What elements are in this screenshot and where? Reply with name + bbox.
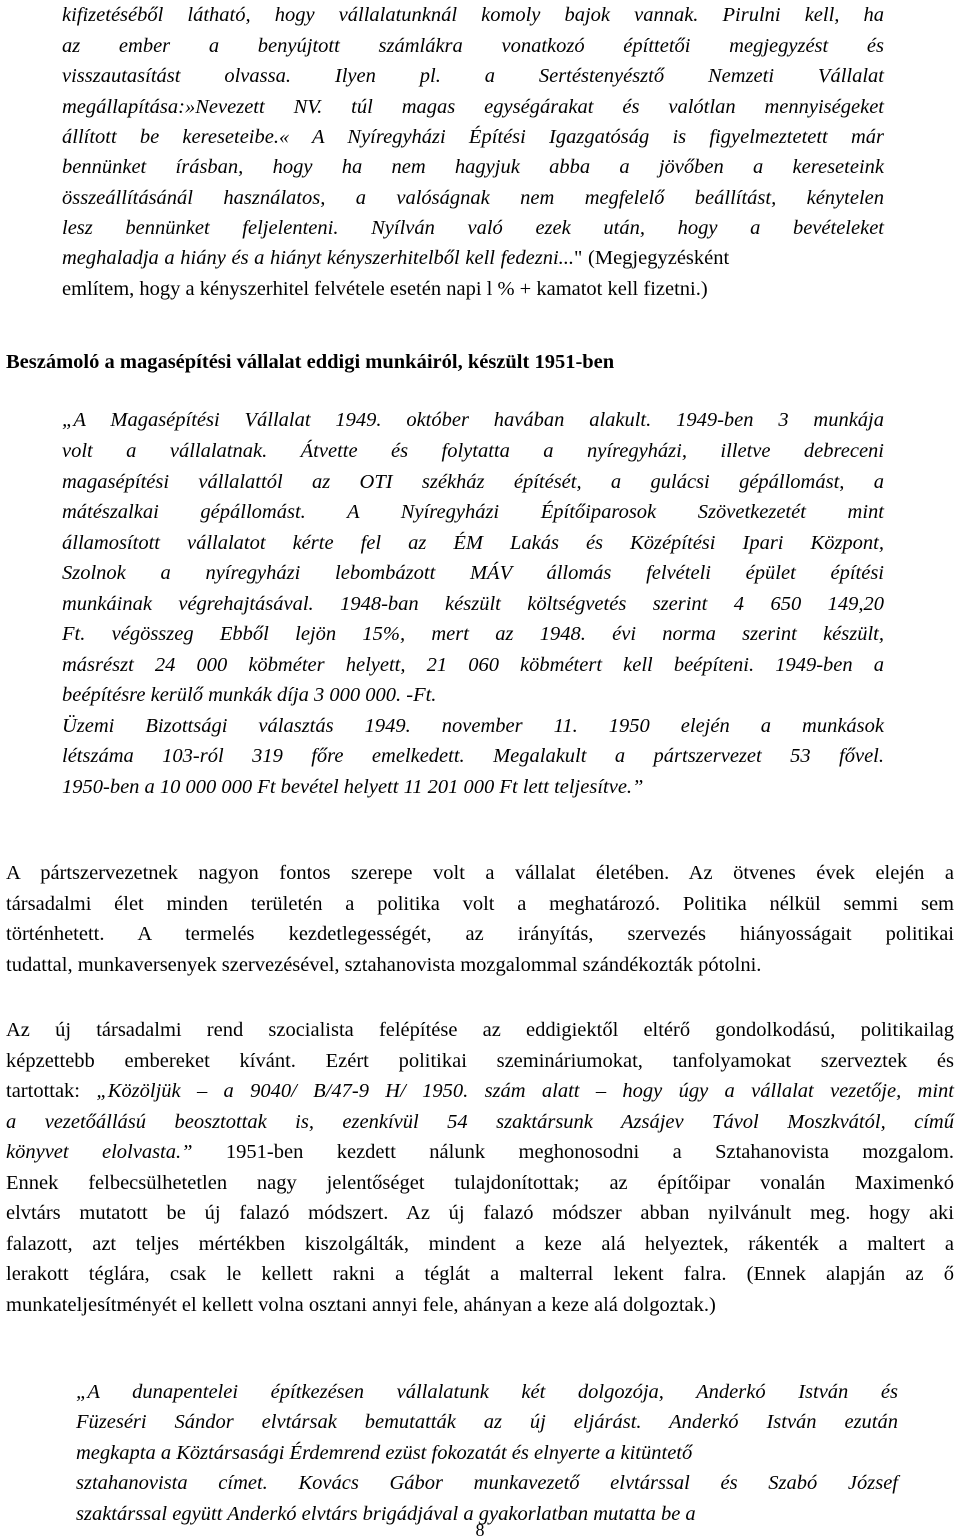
text-run-italic: könyvet elolvasta.” (6, 1141, 193, 1163)
text-line: magasépítési vállalattól az OTI székház építését, a gulácsi gépállomást, a (62, 471, 884, 493)
text-line: Szolnok a nyíregyházi lebombázott MÁV állomás felvételi épület építési (62, 562, 884, 584)
text-line: beépítésre kerülő munkák díja 3 000 000. -Ft. (62, 684, 437, 706)
text-line (62, 248, 884, 269)
text-line: „A dunapentelei építkezésen vállalatunk két dolgozója, Anderkó István és (76, 1381, 898, 1403)
text-line: összeállításánál használatos, a valóságnak nem megfelelő beállítást, kénytelen (62, 187, 884, 209)
text-line: Füzeséri Sándor elvtársak bemutatták az új eljárást. Anderkó István ezután (76, 1411, 898, 1433)
text-line (6, 1142, 954, 1163)
text-line: az ember a benyújtott számlákra vonatkozó építtetői megjegyzést és (62, 35, 884, 57)
text-line: megkapta a Köztársasági Érdemrend ezüst fokozatát és elnyerte a kitüntető (76, 1442, 693, 1464)
text-run: 1951-ben kezdett nálunk meghonosodni a Sztahanovista mozgalom. (192, 1141, 954, 1163)
text-line: sztahanovista címet. Kovács Gábor munkavezető elvtárssal és Szabó József (76, 1472, 898, 1494)
text-line: munkáinak végrehajtásával. 1948-ban készült költségvetés szerint 4 650 149,20 (62, 593, 884, 615)
section-heading: Beszámoló a magasépítési vállalat eddigi munkáiról, készült 1951-ben (6, 351, 615, 373)
text-line: munkateljesítményét el kellett volna osztani annyi fele, ahányan a keze alá dolgoztak.) (6, 1294, 716, 1316)
text-run-italic: meghaladja a hiány és a hiányt kényszerhitelből kell fedezni... (62, 247, 575, 269)
text-run-italic: „Közöljük – a 9040/ B/47-9 H/ 1950. szám alatt – hogy úgy a vállalat vezetője, mint (96, 1080, 954, 1102)
text-line: történhetett. A termelés kezdetlegességét, az irányítás, szervezés hiányosságait politikai (6, 923, 954, 945)
text-line: tudattal, munkaversenyek szervezésével, sztahanovista mozgalommal szándékozták pótolni. (6, 954, 762, 976)
text-line: 1950-ben a 10 000 000 Ft bevétel helyett 11 201 000 Ft lett teljesítve.” (62, 776, 644, 798)
text-line: szaktárssal együtt Anderkó elvtárs brigádjával a gyakorlatban mutatta be a (76, 1503, 696, 1525)
text-line: lesz bennünket feljelenteni. Nyílván való ezek után, hogy a bevételeket (62, 217, 884, 239)
text-line: Üzemi Bizottsági választás 1949. november 11. 1950 elején a munkások (62, 715, 884, 737)
text-line (6, 1081, 954, 1102)
text-line: lerakott téglára, csak le kellett rakni a téglát a malterral lekent falra. (Ennek alapján az ő (6, 1263, 954, 1285)
text-line: állított be kereseteibe.« A Nyíregyházi Építési Igazgatóság is figyelmeztetett már (62, 126, 884, 148)
text-line: Ft. végösszeg Ebből lejön 15%, mert az 1948. évi norma szerint készült, (62, 623, 884, 645)
text-line: bennünket írásban, hogy ha nem hagyjuk abba a jövőben a kereseteink (62, 156, 884, 178)
text-line: A pártszervezetnek nagyon fontos szerepe volt a vállalat életében. Az ötvenes évek elején a (6, 862, 954, 884)
text-line: visszautasítást olvassa. Ilyen pl. a Sertéstenyésztő Nemzeti Vállalat (62, 65, 884, 87)
text-line: Ennek felbecsülhetetlen nagy jelentőséget tulajdonítottak; az építőipar vonalán Maximenkó (6, 1172, 954, 1194)
text-line: képzettebb embereket kívánt. Ezért politikai szemináriumokat, tanfolyamokat szerveztek és (6, 1050, 954, 1072)
text-line: társadalmi élet minden területén a politika volt a meghatározó. Politika nélkül semmi sem (6, 893, 954, 915)
text-line: volt a vállalatnak. Átvette és folytatta a nyíregyházi, illetve debreceni (62, 440, 884, 462)
text-line: elvtárs mutatott be új falazó módszert. Az új falazó módszer abban nyilvánult meg. hogy aki (6, 1202, 954, 1224)
text-run: tartottak: (6, 1080, 97, 1102)
text-line: falazott, azt teljes mértékben kiszolgálták, mindent a keze alá helyeztek, rákenték a maltert a (6, 1233, 954, 1255)
page-number: 8 (475, 1520, 485, 1540)
text-line: mátészalkai gépállomást. A Nyíregyházi Építőiparosok Szövetkezetét mint (62, 501, 884, 523)
text-line: Az új társadalmi rend szocialista felépítése az eddigiektől eltérő gondolkodású, politikailag (6, 1019, 954, 1041)
text-line: létszáma 103-ról 319 főre emelkedett. Megalakult a pártszervezet 53 fővel. (62, 745, 884, 767)
text-line: másrészt 24 000 köbméter helyett, 21 060 köbmétert kell beépíteni. 1949-ben a (62, 654, 884, 676)
text-line: „A Magasépítési Vállalat 1949. október havában alakult. 1949-ben 3 munkája (62, 409, 884, 431)
text-run: " (Megjegyzésként (574, 247, 730, 269)
text-line: megállapítása:»Nevezett NV. túl magas egységárakat és valótlan mennyiségeket (62, 96, 884, 118)
text-line: a vezetőállású beosztottak is, ezenkívül 54 szaktársunk Azsájev Távol Moszkvától, című (6, 1111, 954, 1133)
text-line: kifizetéséből látható, hogy vállalatunknál komoly bajok vannak. Pirulni kell, ha (62, 4, 884, 26)
text-line: említem, hogy a kényszerhitel felvétele esetén napi l % + kamatot kell fizetni.) (62, 278, 708, 300)
text-line: államosított vállalatot kérte fel az ÉM Lakás és Középítési Ipari Központ, (62, 532, 884, 554)
